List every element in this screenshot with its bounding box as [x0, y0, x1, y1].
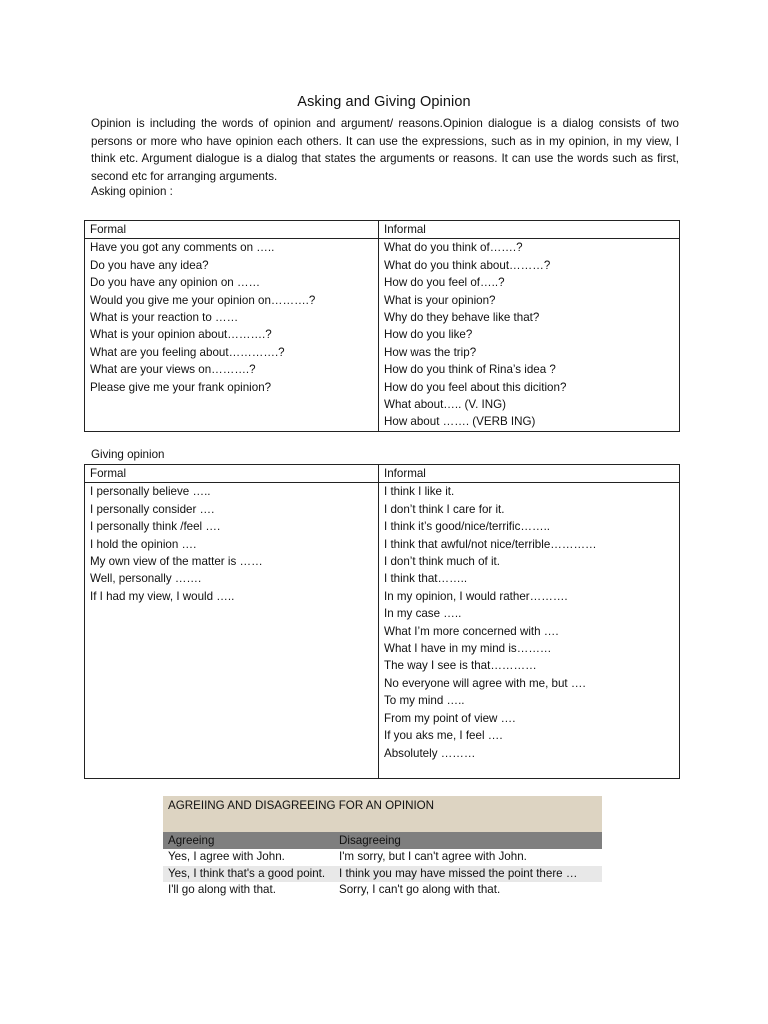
giving-table-header-row	[85, 465, 680, 483]
list-item: Do you have any opinion on ……	[90, 276, 261, 290]
list-item: The way I see is that…………	[384, 659, 537, 673]
list-item: Would you give me your opinion on……….?	[90, 293, 316, 307]
list-item: I think I like it.	[384, 485, 455, 499]
list-item: My own view of the matter is ……	[90, 555, 263, 569]
list-item: What do you think of…….?	[384, 241, 523, 255]
disagree-phrase: I'm sorry, but I can't agree with John.	[339, 850, 527, 863]
list-item: In my opinion, I would rather……….	[384, 589, 568, 603]
asking-formal-header: Formal	[85, 221, 379, 239]
giving-informal-header: Informal	[379, 465, 680, 483]
table-row	[163, 882, 602, 899]
list-item: Absolutely ………	[384, 746, 476, 760]
list-item: Do you have any idea?	[90, 258, 209, 272]
asking-table-header-row	[85, 221, 680, 239]
agree-phrase: I'll go along with that.	[168, 883, 276, 896]
table-row	[163, 866, 602, 883]
list-item: I think it’s good/nice/terrific……..	[384, 520, 551, 534]
list-item: I don’t think much of it.	[384, 555, 500, 569]
asking-informal-cell	[379, 239, 680, 431]
agree-disagree-column-headers	[163, 832, 602, 849]
list-item: I don’t think I care for it.	[384, 502, 505, 516]
agree-phrase: Yes, I think that's a good point.	[168, 866, 326, 880]
giving-formal-cell	[85, 483, 379, 779]
list-item: I hold the opinion ….	[90, 537, 197, 551]
list-item: I think that awful/not nice/terrible…………	[384, 537, 597, 551]
disagreeing-header: Disagreeing	[339, 834, 401, 847]
list-item: What about….. (V. ING)	[384, 398, 506, 412]
list-item: From my point of view ….	[384, 711, 516, 725]
giving-informal-cell	[379, 483, 680, 779]
list-item: Why do they behave like that?	[384, 311, 540, 325]
list-item: What I’m more concerned with ….	[384, 624, 559, 638]
list-item: I personally think /feel ….	[90, 520, 221, 534]
list-item: Have you got any comments on …..	[90, 241, 275, 255]
list-item: If I had my view, I would …..	[90, 589, 235, 603]
list-item: What is your opinion about……….?	[90, 328, 272, 342]
list-item: Please give me your frank opinion?	[90, 380, 272, 394]
table-row	[163, 849, 602, 866]
list-item: If you aks me, I feel ….	[384, 729, 503, 743]
giving-opinion-table	[84, 464, 680, 779]
giving-opinion-label: Giving opinion	[91, 448, 165, 461]
list-item: No everyone will agree with me, but ….	[384, 676, 586, 690]
asking-table-body-row	[85, 239, 680, 431]
disagree-phrase: I think you may have missed the point there …	[339, 866, 578, 880]
list-item: How do you feel of…..?	[384, 276, 505, 290]
list-item: How was the trip?	[384, 345, 477, 359]
asking-informal-list	[384, 239, 674, 430]
agree-disagree-table	[163, 796, 602, 899]
list-item: What do you think about………?	[384, 258, 551, 272]
giving-formal-list	[90, 483, 373, 605]
list-item: How do you like?	[384, 328, 473, 342]
agreeing-header: Agreeing	[168, 834, 215, 847]
disagree-phrase: Sorry, I can't go along with that.	[339, 883, 501, 896]
agree-phrase: Yes, I agree with John.	[168, 850, 285, 863]
asking-formal-list	[90, 239, 373, 396]
list-item: What are you feeling about………….?	[90, 345, 285, 359]
page-title: Asking and Giving Opinion	[297, 94, 471, 110]
list-item: I personally consider ….	[90, 502, 215, 516]
list-item: I think that……..	[384, 572, 468, 586]
giving-informal-list	[384, 483, 674, 762]
list-item: In my case …..	[384, 607, 462, 621]
list-item: How do you feel about this dicition?	[384, 380, 567, 394]
giving-table-body-row	[85, 483, 680, 779]
list-item: How do you think of Rina’s idea ?	[384, 363, 556, 377]
list-item: What is your opinion?	[384, 293, 496, 307]
intro-paragraph	[91, 115, 679, 185]
list-item: To my mind …..	[384, 694, 465, 708]
list-item: What are your views on……….?	[90, 363, 256, 377]
asking-opinion-table	[84, 220, 680, 432]
list-item: What I have in my mind is………	[384, 642, 552, 656]
asking-informal-header: Informal	[379, 221, 680, 239]
asking-opinion-label: Asking opinion :	[91, 185, 173, 198]
list-item: What is your reaction to ……	[90, 311, 239, 325]
asking-formal-cell	[85, 239, 379, 431]
intro-text: Opinion is including the words of opinion and argument/ reasons.Opinion dialogue is a dialog consists of two persons or more who have opinion each others. It can use the expressions, such as in my opinion, in my view, I think etc. Argument dialogue is a dialog that states the arguments or reasons. It can use the words such as first, second etc for arranging arguments.	[91, 117, 679, 183]
list-item: Well, personally …….	[90, 572, 202, 586]
giving-formal-header: Formal	[85, 465, 379, 483]
list-item: How about ……. (VERB ING)	[384, 415, 536, 429]
agree-disagree-heading: AGREIING AND DISAGREEING FOR AN OPINION	[163, 796, 602, 832]
list-item: I personally believe …..	[90, 485, 211, 499]
